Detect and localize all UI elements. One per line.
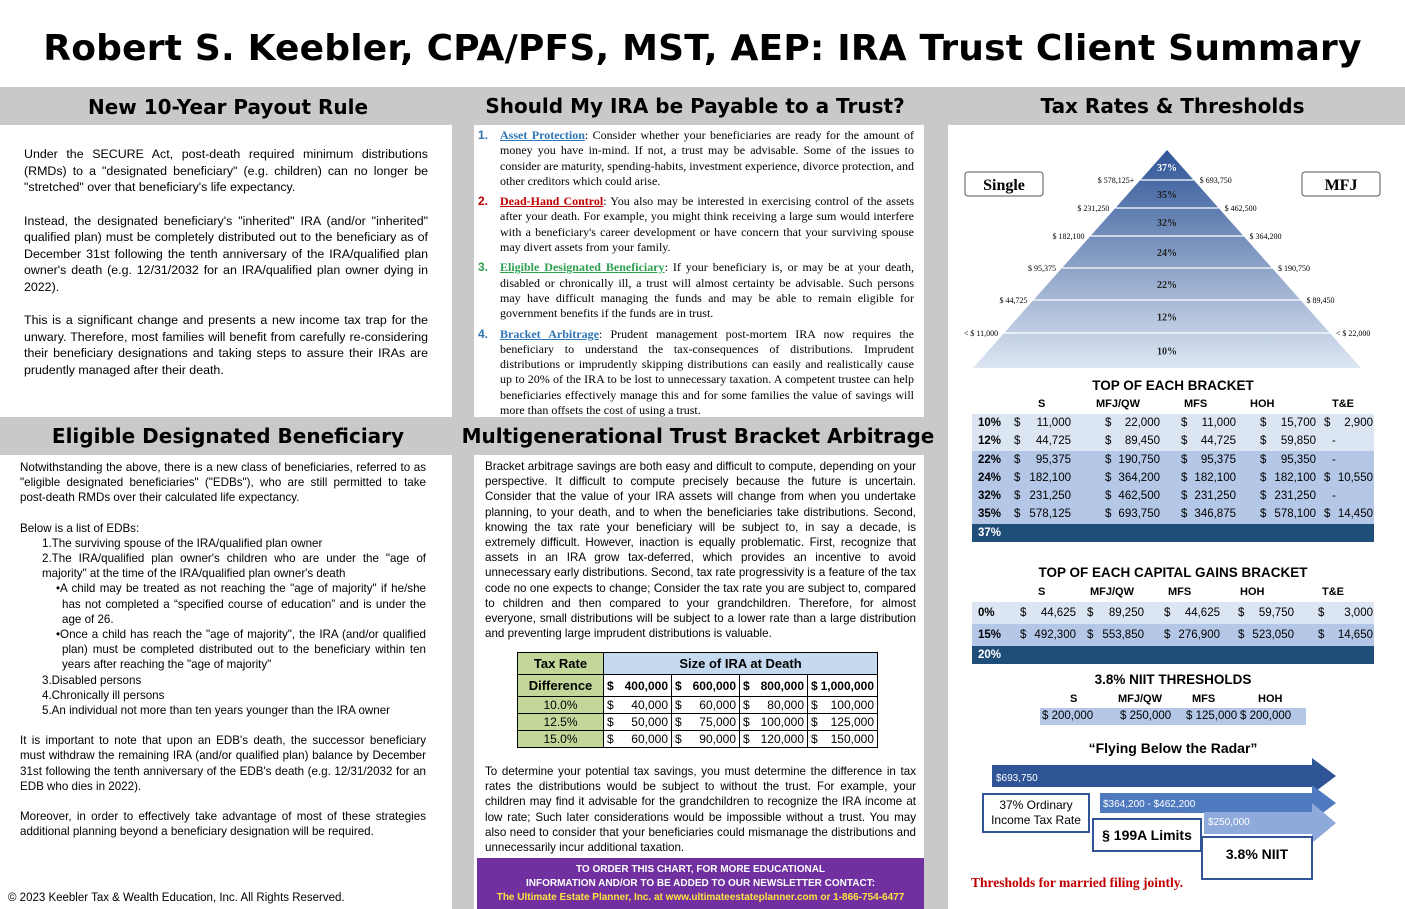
rate-cell: 10% xyxy=(978,417,1002,429)
value-cell: 59,850 xyxy=(1280,435,1316,448)
table-row: 37% xyxy=(972,524,1374,542)
pyramid-left-label: $ 578,125+ xyxy=(1097,176,1135,185)
pyramid-level: 35% xyxy=(1157,190,1177,201)
value-cell: 190,750 xyxy=(1118,453,1160,466)
pyramid-level: 10% xyxy=(1157,346,1177,358)
pyramid-level: 32% xyxy=(1157,218,1177,229)
capgains-table xyxy=(972,586,1374,664)
payable-item-number: 3. xyxy=(478,260,489,275)
copyright: © 2023 Keebler Tax & Wealth Education, Inc. All Rights Reserved. xyxy=(8,892,345,904)
size-col: $ 600,000 xyxy=(672,675,740,697)
edb-list-head: Below is a list of EDBs: xyxy=(20,521,140,535)
rate-cell: 10.0% xyxy=(518,697,604,714)
value-cell: 462,500 xyxy=(1118,490,1160,503)
pyramid-left-label: $ 182,100 xyxy=(1052,232,1085,241)
value-cell: $ 100,000 xyxy=(740,714,808,731)
table-row: 22% $ 95,375 $ 190,750 $ 95,375 $ 95,350 - xyxy=(972,451,1374,469)
value-cell: 44,625 xyxy=(1040,607,1076,619)
value-cell: $ 200,000 xyxy=(1042,710,1094,722)
value-cell: 11,000 xyxy=(1201,417,1236,429)
rate-cell: 12.5% xyxy=(518,714,604,731)
pyramid-level: 37% xyxy=(1157,163,1177,174)
value-cell: $ 150,000 xyxy=(808,731,878,748)
column-header: MFS xyxy=(1168,586,1192,598)
table-row: 32% $ 231,250 $ 462,500 $ 231,250 $ 231,250 - xyxy=(972,487,1374,505)
payable-item-label: Eligible Designated Beneficiary xyxy=(500,260,665,275)
edb-list-item: 1.The surviving spouse of the IRA/qualified plan owner xyxy=(42,536,323,550)
value-cell: 95,375 xyxy=(1200,453,1236,466)
order-banner xyxy=(477,858,924,909)
payable-item-text: : Consider whether your beneficiaries are ready for the amount of money you have in-mind. If not, a trust may be advisable. Some of the issues to consider are maturity, spending-habits, investment experience, divorce protection, and other creditors which could arise. xyxy=(500,128,915,188)
pyramid-left-label: $ 95,375 xyxy=(1027,264,1056,273)
niit-table xyxy=(1040,693,1306,725)
edb-p2: It is important to note that upon an EDB's death, the successor beneficiary must withdraw the remaining IRA (and/or qualified plan) balance by December 31st following the tenth anniversary of the EDB's death (e.g. 12/31/2032 for an EDB who dies in 2022). xyxy=(20,734,426,793)
size-col: $ 400,000 xyxy=(604,675,672,697)
divider-3 xyxy=(452,455,474,909)
payout-panel xyxy=(24,146,428,395)
payable-panel xyxy=(478,128,914,423)
value-cell: 95,350 xyxy=(1280,453,1316,466)
rate-cell: 15% xyxy=(978,629,1002,641)
page-title: Robert S. Keebler, CPA/PFS, MST, AEP: IRA Trust Client Summary xyxy=(43,28,1362,69)
edb-header: Eligible Designated Beneficiary xyxy=(51,424,405,448)
tax-pyramid xyxy=(948,150,1398,370)
column-header: HOH xyxy=(1240,586,1265,598)
divider-1 xyxy=(452,125,474,417)
edb-intro: Notwithstanding the above, there is a new class of beneficiaries, referred to as "eligible designated beneficiaries" ("EDBs"), who are still permitted to take post-death RMDs over their calculated life expectancy. xyxy=(20,461,426,505)
tax-rate-header: Difference xyxy=(518,675,604,697)
rate-cell: 0% xyxy=(978,607,995,619)
value-cell: 693,750 xyxy=(1118,508,1160,521)
table-row: 15% $ 492,300 $ 553,850 $ 276,900 $ 523,050 $ 14,650 xyxy=(972,624,1374,646)
pyramid-right-label: $ 89,450 xyxy=(1306,296,1335,305)
value-cell: 276,900 xyxy=(1178,629,1220,641)
capgains-title: TOP OF EACH CAPITAL GAINS BRACKET xyxy=(1038,565,1308,580)
payable-item xyxy=(478,260,914,321)
value-cell: 182,100 xyxy=(1029,471,1071,484)
value-cell: 44,625 xyxy=(1184,607,1220,619)
value-cell: 14,650 xyxy=(1337,629,1373,641)
pyramid-left-label: < $ 11,000 xyxy=(963,329,999,338)
pyramid-level: 24% xyxy=(1157,248,1177,259)
ira-size-table xyxy=(517,652,878,748)
value-cell: $ 100,000 xyxy=(808,697,878,714)
arrow-37 xyxy=(992,758,1336,794)
value-cell: - xyxy=(1332,435,1336,448)
size-col: $ 800,000 xyxy=(740,675,808,697)
value-cell: $ 125,000 xyxy=(1186,710,1238,722)
table-row: 0% $ 44,625 $ 89,250 $ 44,625 $ 59,750 $ 3,000 xyxy=(972,602,1374,624)
order-line: TO ORDER THIS CHART, FOR MORE EDUCATIONAL xyxy=(575,864,826,875)
value-cell: $ 250,000 xyxy=(1120,710,1172,722)
column-header: HOH xyxy=(1258,693,1283,705)
table-row: 20% xyxy=(972,646,1374,664)
value-cell: 231,250 xyxy=(1194,490,1236,503)
edb-list-item: 5.An individual not more than ten years younger than the IRA owner xyxy=(42,704,391,718)
value-cell: 14,450 xyxy=(1337,508,1373,521)
brackets-table xyxy=(972,398,1374,542)
value-cell: 22,000 xyxy=(1124,417,1160,429)
value-cell: 346,875 xyxy=(1194,508,1236,521)
value-cell: $ 50,000 xyxy=(604,714,672,731)
value-cell: $ 200,000 xyxy=(1240,710,1292,722)
size-col: $ 1,000,000 xyxy=(808,675,878,697)
value-cell: 59,750 xyxy=(1258,607,1294,619)
table-row xyxy=(518,697,878,714)
value-cell: $ 75,000 xyxy=(672,714,740,731)
divider-2 xyxy=(924,125,948,909)
brackets-title: TOP OF EACH BRACKET xyxy=(1092,378,1254,393)
order-contact-link[interactable]: The Ultimate Estate Planner, Inc. at www.ultimateestateplanner.com or 1-866-754-6477 xyxy=(496,892,905,903)
table-row: 10% $ 11,000 $ 22,000 $ 11,000 $ 15,700 $ 2,900 xyxy=(972,414,1374,432)
value-cell: $ 125,000 xyxy=(808,714,878,731)
arrow-37-label: $693,750 xyxy=(996,773,1038,784)
value-cell: 182,100 xyxy=(1274,471,1316,484)
pyramid-right-label: $ 462,500 xyxy=(1224,204,1257,213)
payout-p3: This is a significant change and presents a new income tax trap for the unwary. Therefore, most families will benefit from carefully re-considering their beneficiary designations and taking steps to assure their IRAs are prudently managed after their death. xyxy=(24,313,428,377)
table-row: 35% $ 578,125 $ 693,750 $ 346,875 $ 578,100 $ 14,450 xyxy=(972,505,1374,523)
payable-item xyxy=(478,327,914,419)
payout-p1: Under the SECURE Act, post-death required minimum distributions (RMDs) to a "designated beneficiary" (e.g. children) can no longer be "stretched" over that beneficiary's life expectancy. xyxy=(24,147,428,194)
radar-title: “Flying Below the Radar” xyxy=(1088,740,1258,756)
payable-item-number: 1. xyxy=(478,128,489,142)
edb-list-item: 4.Chronically ill persons xyxy=(42,688,165,702)
mfj-label: MFJ xyxy=(1324,177,1358,194)
rate-cell: 22% xyxy=(978,453,1002,466)
column-header: S xyxy=(1038,398,1046,410)
value-cell: $ 80,000 xyxy=(740,697,808,714)
edb-panel xyxy=(20,460,426,854)
arrow-niit-label: $250,000 xyxy=(1208,817,1250,828)
column-header: MFJ/QW xyxy=(1090,586,1134,598)
rate-cell: 24% xyxy=(978,471,1002,484)
value-cell: 44,725 xyxy=(1035,435,1071,448)
199a-box: § 199A Limits xyxy=(1092,818,1202,852)
value-cell: 11,000 xyxy=(1036,417,1071,429)
arbitrage-p1: Bracket arbitrage savings are both easy and difficult to compute, depending on your perspective. It difficult to compute precisely because the future is uncertain. Consider that the value of your IRA assets will change from when you undertake planning, to your death, and to when the beneficiaries take distributions. Second, knowing the tax rate your beneficiary will be subject to, in say a decade, is extremely difficult. However, inaction is equally problematic. First, recognize that assets in an IRA grow tax-deferred, which provides an incentive to avoid unnecessary early distributions. Second, tax rate progressivity is a feature of the tax code no one expects to change; Consider the tax rate you are subject to, compared to children and then compared to your grandchildren. Therefore, for almost everyone, small distributions will be subject to a lower rate than a large distribution and preventing large imprudent distributions is valuable. xyxy=(485,460,916,641)
payable-item-label: Asset Protection xyxy=(500,128,585,142)
payable-item-text: : If your beneficiary is, or may be at your death, disabled or chronically ill, a trust will almost certainty be advisable. Such persons may have difficult managing the funds and may be able to remain eligible for government benefits if the funds are in trust. xyxy=(500,260,914,321)
payout-header: New 10-Year Payout Rule xyxy=(87,95,369,119)
edb-list-item: 3.Disabled persons xyxy=(42,673,142,687)
value-cell: $ 60,000 xyxy=(604,731,672,748)
column-header: T&E xyxy=(1322,586,1344,598)
table-row xyxy=(518,731,878,748)
value-cell: 231,250 xyxy=(1029,490,1071,503)
payable-item-text: : You also may be interested in exercising control of the assets after your death. For example, you might think receiving a large sum would interfere with a beneficiary's career development or have concern that your surviving spouse may divert assets from your family. xyxy=(500,194,914,255)
pyramid-level: 12% xyxy=(1157,312,1177,324)
payable-item-number: 2. xyxy=(478,194,489,209)
payable-item xyxy=(478,194,914,255)
pyramid-left-label: $ 44,725 xyxy=(999,296,1028,305)
value-cell: 231,250 xyxy=(1274,490,1316,503)
value-cell: 15,700 xyxy=(1280,417,1316,429)
value-cell: - xyxy=(1332,490,1336,503)
value-cell: 44,725 xyxy=(1200,435,1236,448)
table-row xyxy=(1040,708,1306,725)
value-cell: 492,300 xyxy=(1034,629,1076,641)
value-cell: 523,050 xyxy=(1252,629,1294,641)
value-cell: 95,375 xyxy=(1035,453,1071,466)
arrow-199a-label: $364,200 - $462,200 xyxy=(1103,799,1196,810)
value-cell: $ 40,000 xyxy=(604,697,672,714)
payable-item-label: Bracket Arbitrage xyxy=(500,326,599,341)
footnote: Thresholds for married filing jointly. xyxy=(971,875,1184,890)
column-header: T&E xyxy=(1332,398,1354,410)
payable-item-label: Dead-Hand Control xyxy=(500,194,604,209)
rate-cell: 12% xyxy=(978,435,1002,448)
pyramid-level: 22% xyxy=(1157,280,1177,291)
value-cell: 578,125 xyxy=(1029,508,1071,521)
value-cell: 2,900 xyxy=(1344,417,1373,429)
single-label: Single xyxy=(983,177,1025,194)
edb-bullet: •Once a child has reach the "age of majority", the IRA (and/or qualified plan) must be completed distributed out to the beneficiary within ten years after reaching the "age of majority" xyxy=(56,628,426,672)
payable-item-text: : Prudent management post-mortem IRA now requires the beneficiary to understand the tax-consequences of distributions. Imprudent distributions or imprudently skipping distributions can easily and realistically cause up to 20% of the IRA to be lost to unnecessary taxation. A competent trustee can help beneficiaries effectively manage this and for some families the value of savings will more than offsets the cost of using a trust. xyxy=(500,326,914,418)
table-row: 24% $ 182,100 $ 364,200 $ 182,100 $ 182,100 $ 10,550 xyxy=(972,469,1374,487)
column-header: HOH xyxy=(1250,398,1275,410)
table-row: 12% $ 44,725 $ 89,450 $ 44,725 $ 59,850 - xyxy=(972,432,1374,450)
value-cell: 3,000 xyxy=(1344,607,1373,619)
payout-p2: Instead, the designated beneficiary's "inherited" IRA (and/or "inherited" qualified plan) must be completely distributed out to the beneficiary as of December 31st following the tenth anniversary of the IRA/qualified plan owner's death (e.g. 12/31/2032 for an IRA/qualified plan owner dying in 2022). xyxy=(24,213,428,294)
value-cell: $ 60,000 xyxy=(672,697,740,714)
taxrates-header: Tax Rates & Thresholds xyxy=(1040,94,1305,118)
payable-header: Should My IRA be Payable to a Trust? xyxy=(485,94,905,118)
column-header: S xyxy=(1038,586,1046,598)
value-cell: $ 90,000 xyxy=(672,731,740,748)
value-cell: 578,100 xyxy=(1274,508,1316,521)
payable-item xyxy=(478,128,914,189)
value-cell: 364,200 xyxy=(1118,471,1160,484)
payable-item-number: 4. xyxy=(478,326,489,341)
value-cell: 553,850 xyxy=(1102,629,1144,641)
column-header: S xyxy=(1070,693,1078,705)
edb-list-item: 2.The IRA/qualified plan owner's children who are under the "age of majority" at the time of the IRA/qualified plan owner's death xyxy=(42,552,426,581)
edb-p3: Moreover, in order to effectively take advantage of most of these strategies additional planning beyond a beneficiary designation will be required. xyxy=(20,810,426,839)
value-cell: $ 120,000 xyxy=(740,731,808,748)
rate-cell: 35% xyxy=(978,508,1002,521)
column-header: MFS xyxy=(1192,693,1216,705)
pyramid-right-label: $ 190,750 xyxy=(1278,264,1311,273)
value-cell: 10,550 xyxy=(1337,471,1373,484)
rate-cell: 32% xyxy=(978,490,1002,503)
value-cell: - xyxy=(1332,453,1336,466)
order-line: INFORMATION AND/OR TO BE ADDED TO OUR NEWSLETTER CONTACT: xyxy=(525,878,876,889)
pyramid-left-label: $ 231,250 xyxy=(1077,204,1110,213)
niit-box: 3.8% NIIT xyxy=(1201,836,1313,880)
value-cell: 182,100 xyxy=(1194,471,1236,484)
value-cell: 89,450 xyxy=(1124,435,1160,448)
value-cell: 89,250 xyxy=(1108,607,1144,619)
table-row xyxy=(518,714,878,731)
arbitrage-header: Multigenerational Trust Bracket Arbitrage xyxy=(461,424,935,448)
rate-cell: 15.0% xyxy=(518,731,604,748)
pyramid-right-label: < $ 22,000 xyxy=(1335,329,1371,338)
column-header: MFJ/QW xyxy=(1096,398,1140,410)
edb-bullet: •A child may be treated as not reaching the "age of majority" if he/she has not completed a “specified course of education” and is under the age of 26. xyxy=(56,582,426,626)
arbitrage-p2: To determine your potential tax savings, you must determine the difference in tax rates the distributions would be subject to without the trust. For example, your children may find it advisable for the grandchildren to recognize the IRA income at low rate; Such later considerations would be impossible without a trust. You may also need to consider that your beneficiaries could mismanage the distributions and unnecessarily incur additional taxation. xyxy=(485,765,916,855)
niit-title: 3.8% NIIT THRESHOLDS xyxy=(1094,672,1252,687)
pyramid-right-label: $ 693,750 xyxy=(1199,176,1232,185)
column-header: MFJ/QW xyxy=(1118,693,1162,705)
column-header: MFS xyxy=(1184,398,1208,410)
size-header: Size of IRA at Death xyxy=(604,653,878,675)
pyramid-right-label: $ 364,200 xyxy=(1249,232,1282,241)
tax-rate-header: Tax Rate xyxy=(518,653,604,675)
ordinary-rate-box: 37% Ordinary Income Tax Rate xyxy=(982,793,1090,833)
